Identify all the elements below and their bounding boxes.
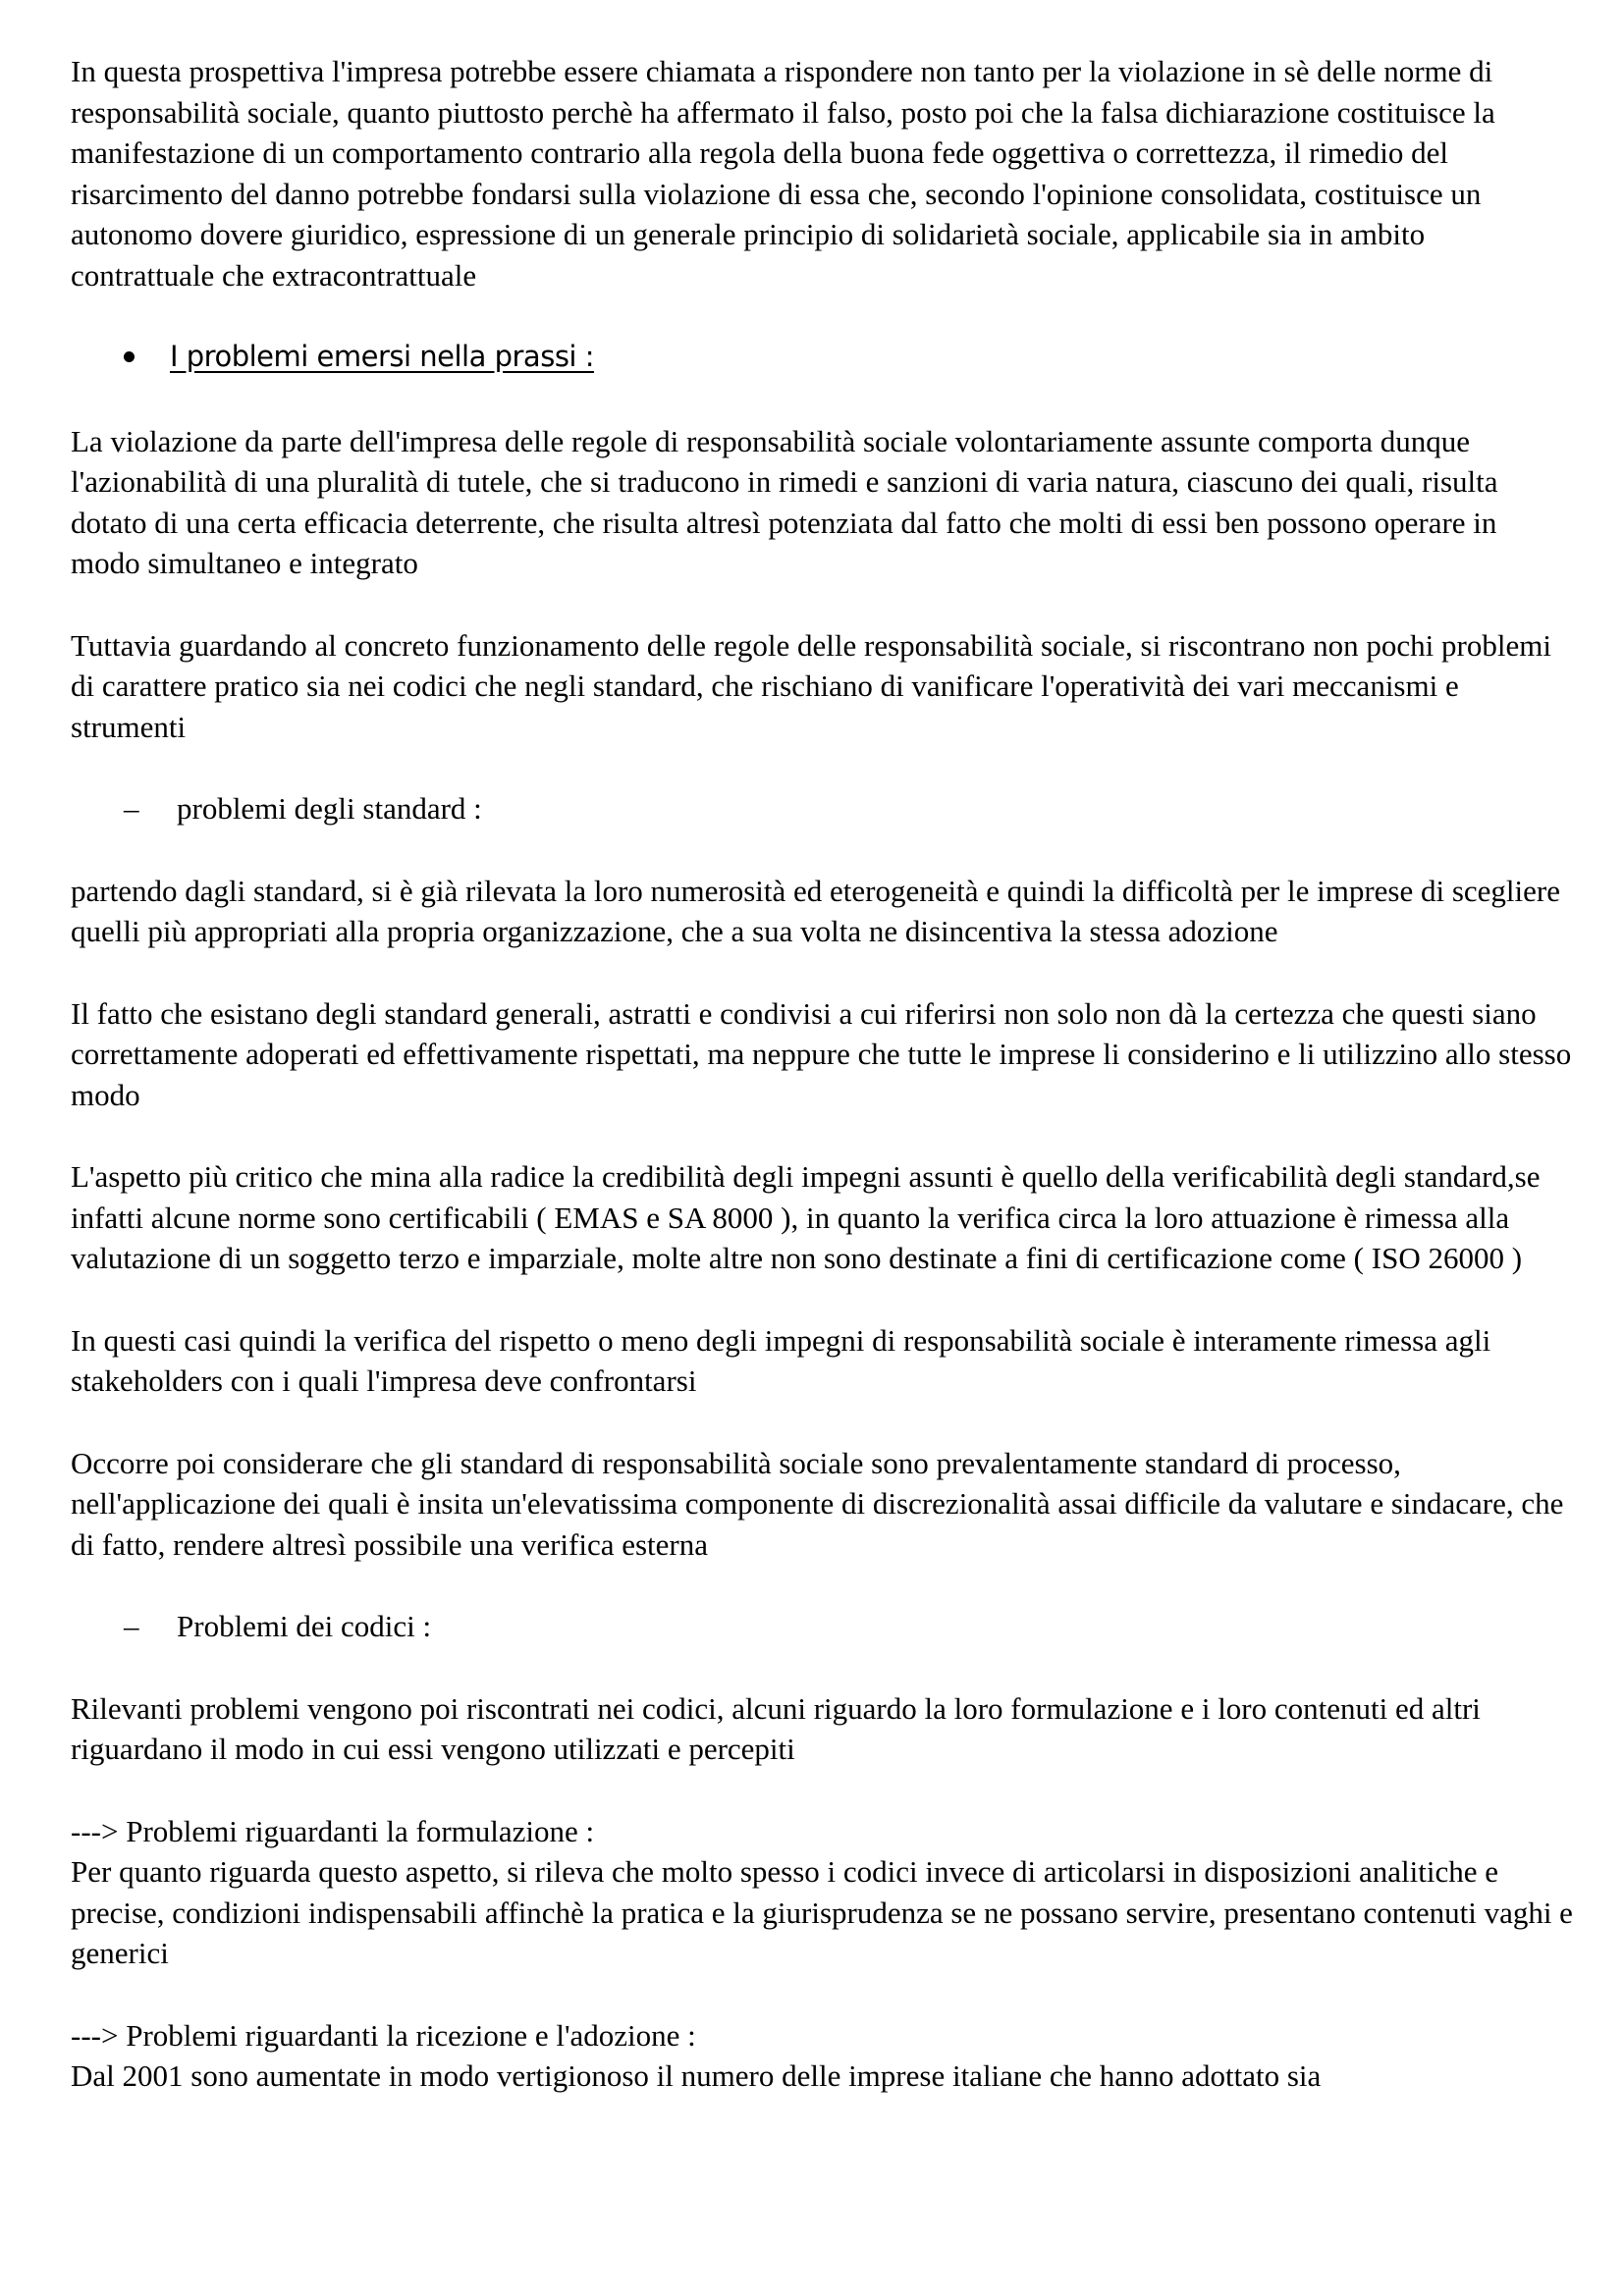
paragraph-rilevanti: Rilevanti problemi vengono poi riscontrati nei codici, alcuni riguardo la loro formulazione e i loro contenuti ed altri riguardano il modo in cui essi vengono utilizzati e percepiti: [71, 1690, 1481, 1766]
section-heading: [71, 337, 1573, 378]
dash-icon: –: [124, 791, 139, 826]
arrow-heading-formulazione: ---> Problemi riguardanti la formulazione :: [71, 1813, 595, 1848]
paragraph-intro: In questa prospettiva l'impresa potrebbe essere chiamata a rispondere non tanto per la violazione in sè delle norme di responsabilità sociale, quanto piuttosto perchè ha affermato il falso, posto poi che la falsa dichiarazione costituisce la manifestazione di un comportamento contrario alla regola della buona fede oggettiva o correttezza, il rimedio del risarcimento del danno potrebbe fondarsi sulla violazione di essa che, secondo l'opinione consolidata, costituisce un autonomo dovere giuridico, espressione di un generale principio di solidarietà sociale, applicabile sia in ambito contrattuale che extracontrattuale: [71, 54, 1495, 293]
arrow-block-formulazione: [71, 1811, 1573, 1974]
paragraph-ricezione: Dal 2001 sono aumentate in modo vertigionoso il numero delle imprese italiane che hanno adottato sia: [71, 2058, 1322, 2093]
dash-item-standard-label: problemi degli standard :: [177, 791, 482, 826]
dash-item-codici-label: Problemi dei codici :: [177, 1609, 432, 1643]
bullet-icon: [124, 351, 135, 362]
paragraph-verifica: In questi casi quindi la verifica del rispetto o meno degli impegni di responsabilità sociale è interamente rimessa agli stakeholders con i quali l'impresa deve confrontarsi: [71, 1322, 1491, 1398]
paragraph-occorre: Occorre poi considerare che gli standard di responsabilità sociale sono prevalentamente standard di processo, nell'applicazione dei quali è insita un'elevatissima componente di discrezionalità assai difficile da valutare e sindacare, che di fatto, rendere altresì possibile una verifica esterna: [71, 1445, 1564, 1562]
paragraph-violazione: La violazione da parte dell'impresa delle regole di responsabilità sociale volontariamente assunte comporta dunque l'azionabilità di una pluralità di tutele, che si traducono in rimedi e sanzioni di varia natura, ciascuno dei quali, risulta dotato di una certa efficacia deterrente, che risulta altresì potenziata dal fatto che molti di essi ben possono operare in modo simultaneo e integrato: [71, 423, 1498, 580]
arrow-block-ricezione: [71, 2015, 1573, 2097]
paragraph-formulazione: Per quanto riguarda questo aspetto, si rileva che molto spesso i codici invece di articolarsi in disposizioni analitiche e precise, condizioni indispensabili affinchè la pratica e la giurisprudenza se ne possano servire, presentano contenuti vaghi e generici: [71, 1854, 1573, 1970]
document-page: [71, 51, 1573, 2138]
paragraph-aspetto-critico: L'aspetto più critico che mina alla radice la credibilità degli impegni assunti è quello della verificabilità degli standard,se infatti alcune norme sono certificabili ( EMAS e SA 8000 ), in quanto la verifica circa la loro attuazione è rimessa alla valutazione di un soggetto terzo e imparziale, molte altre non sono destinate a fini di certificazione come ( ISO 26000 ): [71, 1159, 1541, 1275]
paragraph-partendo: partendo dagli standard, si è già rilevata la loro numerosità ed eterogeneità e quindi la difficoltà per le imprese di scegliere quelli più appropriati alla propria organizzazione, che a sua volta ne disincentiva la stessa adozione: [71, 873, 1560, 948]
dash-item-codici: [71, 1606, 1573, 1647]
arrow-heading-ricezione: ---> Problemi riguardanti la ricezione e l'adozione :: [71, 2017, 696, 2053]
dash-item-standard: [71, 788, 1573, 829]
paragraph-tuttavia: Tuttavia guardando al concreto funzionamento delle regole delle responsabilità sociale, si riscontrano non pochi problemi di carattere pratico sia nei codici che negli standard, che rischiano di vanificare l'operatività dei vari meccanismi e strumenti: [71, 627, 1551, 744]
section-heading-text: I problemi emersi nella prassi :: [170, 340, 594, 373]
paragraph-fatto: Il fatto che esistano degli standard generali, astratti e condivisi a cui riferirsi non solo non dà la certezza che questi siano correttamente adoperati ed effettivamente rispettati, ma neppure che tutte le imprese li considerino e li utilizzino allo stesso modo: [71, 995, 1572, 1112]
dash-icon: –: [124, 1609, 139, 1643]
